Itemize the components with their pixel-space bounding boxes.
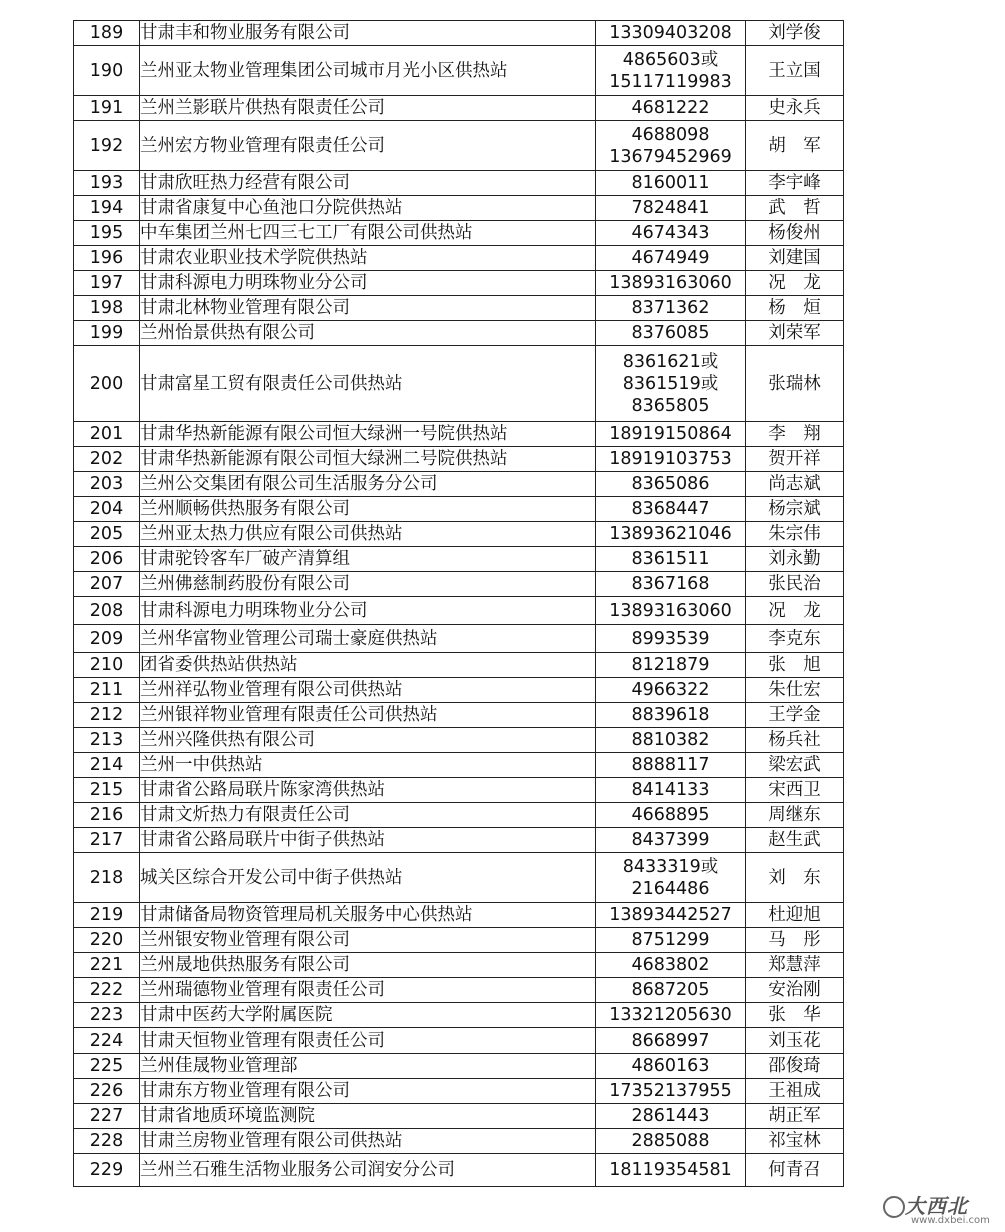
table-row [74,953,844,978]
row-number: 190 [74,46,140,96]
unit-name: 兰州公交集团有限公司生活服务分公司 [140,472,596,497]
table-row [74,447,844,472]
unit-name: 甘肃北林物业管理有限公司 [140,296,596,321]
table-row [74,422,844,447]
row-number: 208 [74,597,140,625]
phone-number: 4966322 [596,678,746,703]
row-number: 227 [74,1104,140,1129]
phone-number: 8414133 [596,778,746,803]
unit-name: 中车集团兰州七四三七工厂有限公司供热站 [140,221,596,246]
phone-number: 4683802 [596,953,746,978]
phone-number: 4681222 [596,96,746,121]
row-number: 203 [74,472,140,497]
contact-person: 况 龙 [746,271,844,296]
contact-person: 祁宝林 [746,1129,844,1154]
table-row [74,978,844,1003]
unit-name: 兰州佛慈制药股份有限公司 [140,572,596,597]
row-number: 218 [74,853,140,903]
phone-number: 4674949 [596,246,746,271]
phone-number: 8751299 [596,928,746,953]
phone-number: 18119354581 [596,1154,746,1187]
table-row [74,928,844,953]
row-number: 213 [74,728,140,753]
row-number: 207 [74,572,140,597]
unit-name: 甘肃省公路局联片陈家湾供热站 [140,778,596,803]
row-number: 209 [74,625,140,653]
contact-person: 马 彤 [746,928,844,953]
contact-person: 张瑞林 [746,346,844,422]
phone-number: 13321205630 [596,1003,746,1028]
unit-name: 甘肃文炘热力有限责任公司 [140,803,596,828]
phone-number: 8361621或 8361519或 8365805 [596,346,746,422]
phone-number: 7824841 [596,196,746,221]
contact-person: 赵生武 [746,828,844,853]
phone-number: 4668895 [596,803,746,828]
row-number: 198 [74,296,140,321]
phone-number: 4674343 [596,221,746,246]
contact-person: 刘玉花 [746,1028,844,1054]
table-row [74,1079,844,1104]
unit-name: 甘肃天恒物业管理有限责任公司 [140,1028,596,1054]
unit-name: 甘肃科源电力明珠物业分公司 [140,271,596,296]
contact-person: 何青召 [746,1154,844,1187]
logo-icon [883,1196,905,1218]
contact-person: 邵俊琦 [746,1054,844,1079]
contact-person: 王祖成 [746,1079,844,1104]
row-number: 225 [74,1054,140,1079]
contact-person: 李宇峰 [746,171,844,196]
contact-person: 武 哲 [746,196,844,221]
contact-person: 贺开祥 [746,447,844,472]
row-number: 224 [74,1028,140,1054]
contact-person: 梁宏武 [746,753,844,778]
contact-person: 杨 烜 [746,296,844,321]
unit-name: 城关区综合开发公司中街子供热站 [140,853,596,903]
contact-person: 张 华 [746,1003,844,1028]
table-row [74,828,844,853]
contact-person: 刘永勤 [746,547,844,572]
phone-number: 17352137955 [596,1079,746,1104]
table-row [74,803,844,828]
table-row [74,296,844,321]
table-row [74,497,844,522]
unit-name: 兰州兴隆供热有限公司 [140,728,596,753]
phone-number: 8437399 [596,828,746,853]
phone-number: 4860163 [596,1054,746,1079]
table-row [74,1104,844,1129]
table-row [74,547,844,572]
table-row [74,346,844,422]
unit-name: 兰州银祥物业管理有限责任公司供热站 [140,703,596,728]
row-number: 212 [74,703,140,728]
watermark-brand: 大西北 [905,1194,968,1218]
table-row [74,778,844,803]
phone-number: 8365086 [596,472,746,497]
contact-person: 胡 军 [746,121,844,171]
contact-person: 刘学俊 [746,21,844,46]
unit-name: 甘肃兰房物业管理有限公司供热站 [140,1129,596,1154]
unit-name: 甘肃科源电力明珠物业分公司 [140,597,596,625]
row-number: 221 [74,953,140,978]
table-row [74,653,844,678]
unit-name: 兰州顺畅供热服务有限公司 [140,497,596,522]
unit-name: 团省委供热站供热站 [140,653,596,678]
unit-name: 甘肃储备局物资管理局机关服务中心供热站 [140,903,596,928]
phone-number: 8993539 [596,625,746,653]
contact-person: 杜迎旭 [746,903,844,928]
contact-person: 宋西卫 [746,778,844,803]
contact-person: 刘荣军 [746,321,844,346]
table-row [74,625,844,653]
unit-name: 甘肃农业职业技术学院供热站 [140,246,596,271]
phone-number: 18919103753 [596,447,746,472]
contact-person: 朱仕宏 [746,678,844,703]
unit-name: 兰州华富物业管理公司瑞士豪庭供热站 [140,625,596,653]
phone-number: 2861443 [596,1104,746,1129]
unit-name: 甘肃丰和物业服务有限公司 [140,21,596,46]
table-row [74,472,844,497]
table-row [74,572,844,597]
unit-name: 兰州亚太热力供应有限公司供热站 [140,522,596,547]
contact-person: 李 翔 [746,422,844,447]
unit-name: 甘肃驼铃客车厂破产清算组 [140,547,596,572]
table-row [74,196,844,221]
contact-person: 杨兵社 [746,728,844,753]
unit-name: 甘肃中医药大学附属医院 [140,1003,596,1028]
unit-name: 兰州亚太物业管理集团公司城市月光小区供热站 [140,46,596,96]
contact-person: 李克东 [746,625,844,653]
row-number: 223 [74,1003,140,1028]
row-number: 200 [74,346,140,422]
contact-person: 王学金 [746,703,844,728]
table-row [74,96,844,121]
phone-number: 4688098 13679452969 [596,121,746,171]
unit-name: 兰州怡景供热有限公司 [140,321,596,346]
unit-name: 甘肃省地质环境监测院 [140,1104,596,1129]
phone-number: 13893163060 [596,597,746,625]
phone-number: 13309403208 [596,21,746,46]
row-number: 196 [74,246,140,271]
table-row [74,853,844,903]
phone-number: 8367168 [596,572,746,597]
table-row [74,21,844,46]
table-row [74,703,844,728]
row-number: 205 [74,522,140,547]
row-number: 220 [74,928,140,953]
watermark-url: www.dxbei.com [911,1215,990,1226]
contact-person: 张 旭 [746,653,844,678]
row-number: 195 [74,221,140,246]
row-number: 211 [74,678,140,703]
phone-number: 8361511 [596,547,746,572]
heating-contact-table [73,20,844,1187]
unit-name: 兰州兰影联片供热有限责任公司 [140,96,596,121]
table-row [74,171,844,196]
contact-person: 刘建国 [746,246,844,271]
row-number: 226 [74,1079,140,1104]
unit-name: 兰州祥弘物业管理有限公司供热站 [140,678,596,703]
row-number: 215 [74,778,140,803]
row-number: 210 [74,653,140,678]
contact-person: 杨俊州 [746,221,844,246]
phone-number: 13893621046 [596,522,746,547]
row-number: 206 [74,547,140,572]
row-number: 214 [74,753,140,778]
table-row [74,597,844,625]
row-number: 201 [74,422,140,447]
unit-name: 兰州银安物业管理有限公司 [140,928,596,953]
table-row [74,221,844,246]
row-number: 229 [74,1154,140,1187]
table-row [74,753,844,778]
row-number: 199 [74,321,140,346]
contact-person: 朱宗伟 [746,522,844,547]
unit-name: 甘肃富星工贸有限责任公司供热站 [140,346,596,422]
phone-number: 8371362 [596,296,746,321]
contact-person: 安治刚 [746,978,844,1003]
table-row [74,121,844,171]
table-row [74,1003,844,1028]
contact-person: 张民治 [746,572,844,597]
table-row [74,246,844,271]
phone-number: 13893163060 [596,271,746,296]
unit-name: 兰州瑞德物业管理有限责任公司 [140,978,596,1003]
contact-person: 郑慧萍 [746,953,844,978]
phone-number: 2885088 [596,1129,746,1154]
contact-person: 尚志斌 [746,472,844,497]
contact-person: 史永兵 [746,96,844,121]
table-row [74,1028,844,1054]
unit-name: 兰州宏方物业管理有限责任公司 [140,121,596,171]
phone-number: 8368447 [596,497,746,522]
unit-name: 甘肃华热新能源有限公司恒大绿洲二号院供热站 [140,447,596,472]
row-number: 194 [74,196,140,221]
phone-number: 8668997 [596,1028,746,1054]
contact-person: 周继东 [746,803,844,828]
unit-name: 兰州佳晟物业管理部 [140,1054,596,1079]
table-row [74,1154,844,1187]
unit-name: 甘肃省康复中心鱼池口分院供热站 [140,196,596,221]
unit-name: 兰州一中供热站 [140,753,596,778]
table-row [74,522,844,547]
contact-person: 杨宗斌 [746,497,844,522]
unit-name: 甘肃东方物业管理有限公司 [140,1079,596,1104]
contact-person: 刘 东 [746,853,844,903]
phone-number: 8433319或 2164486 [596,853,746,903]
row-number: 222 [74,978,140,1003]
row-number: 202 [74,447,140,472]
row-number: 217 [74,828,140,853]
watermark-logo [881,1190,999,1230]
row-number: 219 [74,903,140,928]
table-row [74,903,844,928]
contact-person: 况 龙 [746,597,844,625]
table-row [74,1054,844,1079]
row-number: 193 [74,171,140,196]
row-number: 191 [74,96,140,121]
row-number: 204 [74,497,140,522]
row-number: 216 [74,803,140,828]
contact-person: 王立国 [746,46,844,96]
table-row [74,321,844,346]
row-number: 189 [74,21,140,46]
table-row [74,1129,844,1154]
phone-number: 8810382 [596,728,746,753]
unit-name: 甘肃华热新能源有限公司恒大绿洲一号院供热站 [140,422,596,447]
phone-number: 8687205 [596,978,746,1003]
row-number: 228 [74,1129,140,1154]
phone-number: 8888117 [596,753,746,778]
table-row [74,271,844,296]
table-row [74,678,844,703]
table-row [74,46,844,96]
phone-number: 8376085 [596,321,746,346]
phone-number: 8160011 [596,171,746,196]
table-body [74,21,844,1187]
row-number: 197 [74,271,140,296]
unit-name: 甘肃省公路局联片中街子供热站 [140,828,596,853]
unit-name: 兰州晟地供热服务有限公司 [140,953,596,978]
phone-number: 4865603或 15117119983 [596,46,746,96]
phone-number: 18919150864 [596,422,746,447]
phone-number: 13893442527 [596,903,746,928]
row-number: 192 [74,121,140,171]
unit-name: 甘肃欣旺热力经营有限公司 [140,171,596,196]
phone-number: 8839618 [596,703,746,728]
phone-number: 8121879 [596,653,746,678]
table-row [74,728,844,753]
contact-person: 胡正军 [746,1104,844,1129]
unit-name: 兰州兰石雅生活物业服务公司润安分公司 [140,1154,596,1187]
